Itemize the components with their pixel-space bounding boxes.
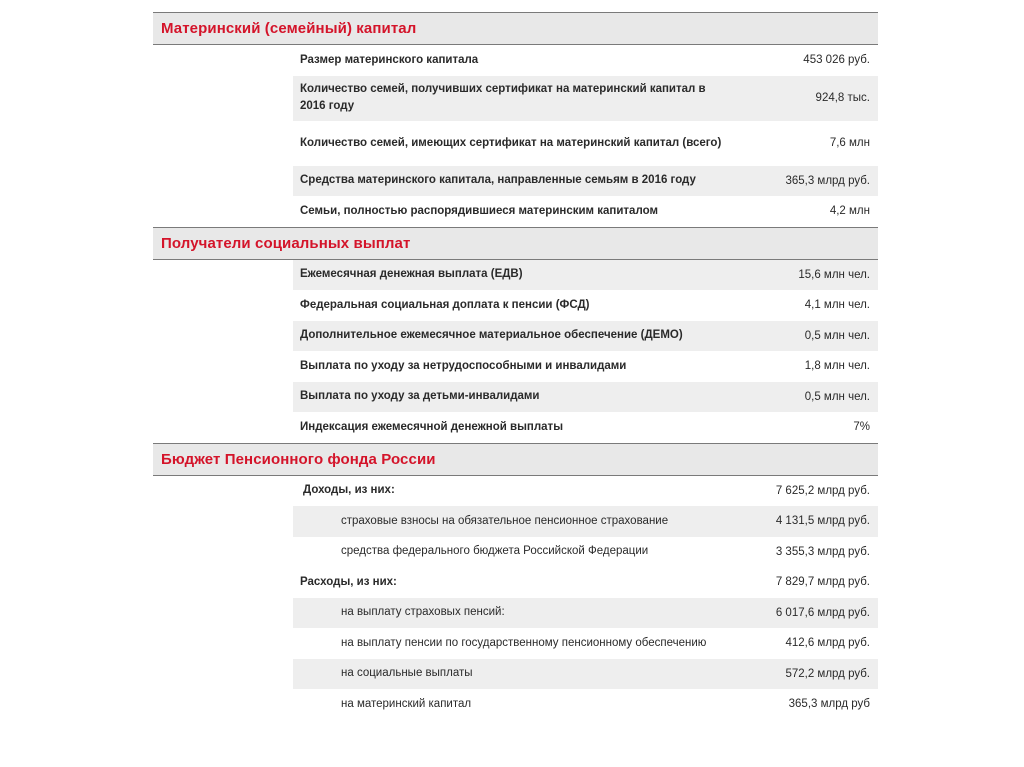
- row-label: Выплата по уходу за нетрудоспособными и инвалидами: [300, 359, 627, 372]
- row-value: 0,5 млн чел.: [804, 390, 870, 403]
- section-title: Получатели социальных выплат: [161, 234, 411, 252]
- table-row: [293, 567, 878, 598]
- table-row: [293, 196, 878, 227]
- section-rows: [293, 45, 878, 227]
- row-value: 7%: [853, 421, 870, 434]
- table-row: [293, 689, 878, 720]
- row-label: на выплату страховых пенсий:: [341, 606, 505, 619]
- table-row: [293, 121, 878, 166]
- row-label: Количество семей, получивших сертификат на материнский капитал в 2016 году: [300, 83, 706, 112]
- row-label: Семьи, полностью распорядившиеся материнским капиталом: [300, 204, 658, 217]
- row-label: Дополнительное ежемесячное материальное обеспечение (ДЕМО): [300, 329, 683, 342]
- row-label: Выплата по уходу за детьми-инвалидами: [300, 390, 540, 403]
- row-value: 1,8 млн чел.: [804, 360, 870, 373]
- row-value: 7,6 млн: [829, 137, 870, 149]
- table-row: [293, 382, 878, 413]
- table-row: [293, 598, 878, 629]
- row-value: 924,8 тыс.: [815, 92, 870, 104]
- section-header-social-payments: [153, 227, 878, 260]
- table-row: [293, 166, 878, 197]
- row-value: 3 355,3 млрд руб.: [775, 545, 870, 558]
- section-rows: [293, 476, 878, 720]
- row-label: на выплату пенсии по государственному пенсионному обеспечению: [341, 636, 707, 649]
- table-row: [293, 537, 878, 568]
- row-label: средства федерального бюджета Российской Федерации: [341, 545, 649, 558]
- row-value: 412,6 млрд руб.: [785, 637, 870, 650]
- row-value: 0,5 млн чел.: [804, 329, 870, 342]
- row-label: Индексация ежемесячной денежной выплаты: [300, 420, 564, 433]
- section-rows: [293, 260, 878, 443]
- row-value: 15,6 млн чел.: [798, 268, 870, 281]
- row-label: на социальные выплаты: [341, 667, 473, 680]
- row-label: Средства материнского капитала, направленные семьям в 2016 году: [300, 174, 696, 187]
- table-row: [293, 628, 878, 659]
- row-value: 6 017,6 млрд руб.: [775, 606, 870, 619]
- table-row: [293, 506, 878, 537]
- row-value: 4,2 млн: [829, 205, 870, 218]
- row-label: Ежемесячная денежная выплата (ЕДВ): [300, 268, 523, 281]
- row-value: 7 625,2 млрд руб.: [775, 484, 870, 497]
- section-title: Материнский (семейный) капитал: [161, 20, 417, 37]
- row-value: 572,2 млрд руб.: [785, 667, 870, 680]
- section-header-maternity-capital: [153, 12, 878, 45]
- table-row: [293, 321, 878, 352]
- table-row: [293, 260, 878, 291]
- row-value: 365,3 млрд руб: [788, 698, 870, 711]
- table-row: [293, 290, 878, 321]
- row-label: на материнский капитал: [341, 697, 472, 710]
- table-row: [293, 659, 878, 690]
- table-row: [293, 476, 878, 507]
- row-value: 453 026 руб.: [803, 54, 870, 67]
- section-header-pension-fund-budget: [153, 443, 878, 476]
- row-value: 7 829,7 млрд руб.: [775, 576, 870, 589]
- row-label: Расходы, из них:: [300, 575, 397, 588]
- row-label: Федеральная социальная доплата к пенсии (ФСД): [300, 298, 590, 311]
- table-row: [293, 351, 878, 382]
- row-label: Количество семей, имеющих сертификат на материнский капитал (всего): [300, 136, 722, 149]
- row-label: страховые взносы на обязательное пенсионное страхование: [341, 514, 669, 527]
- table-row: [293, 45, 878, 76]
- row-value: 4 131,5 млрд руб.: [775, 515, 870, 528]
- statistics-document: [153, 12, 878, 720]
- row-value: 365,3 млрд руб.: [785, 174, 870, 187]
- row-value: 4,1 млн чел.: [804, 299, 870, 312]
- table-row: [293, 76, 878, 121]
- section-title: Бюджет Пенсионного фонда России: [161, 450, 436, 468]
- row-label: Размер материнского капитала: [300, 53, 479, 66]
- row-label: Доходы, из них:: [303, 484, 395, 497]
- table-row: [293, 412, 878, 443]
